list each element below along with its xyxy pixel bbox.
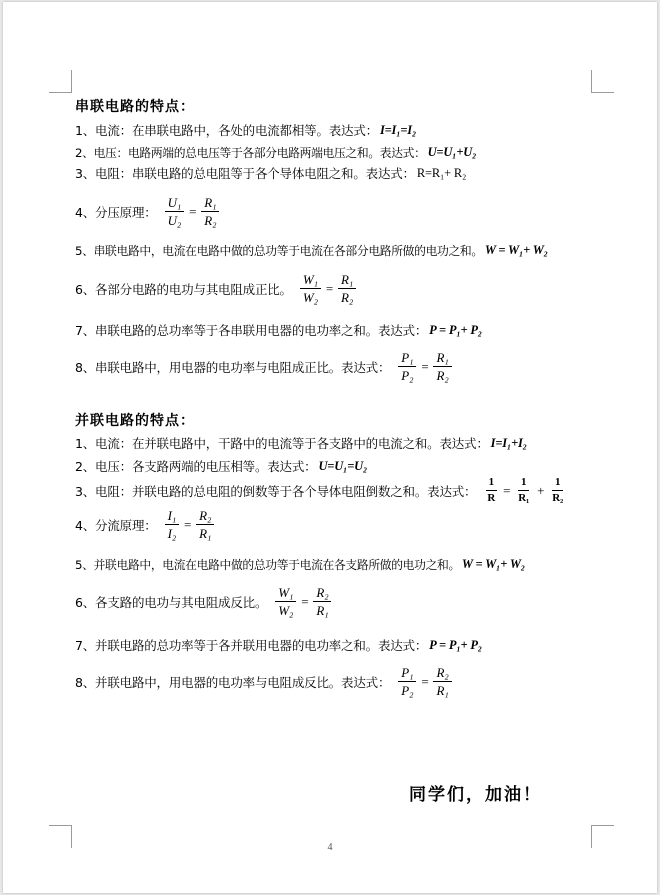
- parallel-section-title: 并联电路的特点：: [75, 413, 195, 429]
- crop-mark-top-right: [591, 70, 614, 93]
- series-item-7: 7、串联电路的总功率等于各串联用电器的电功率之和。表达式： P = P₁+ P₂: [75, 322, 482, 338]
- power-inverse-ratio-formula: $\frac{\text{P₁}}{\text{P₂}}$ = $\frac{\text{R₂}}{\text{R₁}}$: [396, 665, 453, 698]
- work-ratio-formula: $\frac{\text{W₁}}{\text{W₂}}$ = $\frac{\text{R₁}}{\text{R₂}}$: [298, 272, 358, 305]
- parallel-item-8: 8、并联电路中，用电器的电功率与电阻成反比。表达式： $\frac{\text{P₁}}{\text{P₂}}$ = $\frac{\text{R₂}}{\text{R₁}}$: [75, 665, 617, 698]
- series-item-3: 3、电阻：串联电路的总电阻等于各个导体电阻之和。表达式： R=R₁+ R₂: [75, 165, 467, 181]
- power-ratio-formula: $\frac{\text{P₁}}{\text{P₂}}$ = $\frac{\text{R₁}}{\text{R₂}}$: [396, 350, 453, 383]
- series-item-6: 6、各部分电路的电功与其电阻成正比。 $\frac{\text{W₁}}{\text{W₂}}$ = $\frac{\text{R₁}}{\text{R₂}}$: [75, 272, 617, 305]
- parallel-item-3: 3、电阻：并联电路的总电阻的倒数等于各个导体电阻倒数之和。表达式： $\frac{1}{R}$ = $\frac{1}{\text{R₁}}$ + $\frac{1}{\text{R₂}}$: [75, 476, 617, 505]
- series-item-4: 4、分压原理： $\frac{\text{U₁}}{\text{U₂}}$ = $\frac{\text{R₁}}{\text{R₂}}$: [75, 195, 617, 228]
- parallel-item-7: 7、并联电路的总功率等于各并联用电器的电功率之和。表达式： P = P₁+ P₂: [75, 637, 482, 653]
- parallel-item-5: 5、并联电路中，电流在电路中做的总功等于电流在各支路所做的电功之和。 W = W₁+ W₂: [75, 557, 525, 572]
- work-inverse-ratio-formula: $\frac{\text{W₁}}{\text{W₂}}$ = $\frac{\text{R₂}}{\text{R₁}}$: [273, 585, 333, 618]
- crop-mark-top-left: [49, 70, 72, 93]
- series-item-5: 5、串联电路中，电流在电路中做的总功等于电流在各部分电路所做的电功之和。 W = W₁+ W₂: [75, 243, 548, 258]
- divider-ratio-formula: $\frac{\text{U₁}}{\text{U₂}}$ = $\frac{\text{R₁}}{\text{R₂}}$: [163, 195, 222, 228]
- parallel-item-6: 6、各支路的电功与其电阻成反比。 $\frac{\text{W₁}}{\text{W₂}}$ = $\frac{\text{R₂}}{\text{R₁}}$: [75, 585, 617, 618]
- current-divider-formula: $\frac{\text{I₁}}{\text{I₂}}$ = $\frac{\text{R₂}}{\text{R₁}}$: [163, 508, 217, 541]
- parallel-item-2: 2、电压：各支路两端的电压相等。表达式： U=U₁=U₂: [75, 458, 368, 474]
- document-page: [3, 2, 657, 893]
- page-number: 4: [327, 842, 333, 853]
- series-section-title: 串联电路的特点：: [75, 99, 195, 115]
- parallel-item-4: 4、分流原理： $\frac{\text{I₁}}{\text{I₂}}$ = $\frac{\text{R₂}}{\text{R₁}}$: [75, 508, 617, 541]
- series-item-1: 1、电流：在串联电路中，各处的电流都相等。表达式： I=I₁=I₂: [75, 122, 417, 138]
- series-item-8: 8、串联电路中，用电器的电功率与电阻成正比。表达式： $\frac{\text{P₁}}{\text{P₂}}$ = $\frac{\text{R₁}}{\text{R₂}}$: [75, 350, 617, 383]
- parallel-item-1: 1、电流：在并联电路中，干路中的电流等于各支路中的电流之和。表达式： I=I₁+I₂: [75, 435, 527, 451]
- reciprocal-resistance-formula: $\frac{1}{R}$ = $\frac{1}{\text{R₁}}$ + $\frac{1}{\text{R₂}}$: [487, 476, 564, 504]
- series-item-2: 2、电压：电路两端的总电压等于各部分电路两端电压之和。表达式： U=U₁+U₂: [75, 145, 477, 160]
- encouragement-text: 同学们，加油！: [409, 785, 542, 805]
